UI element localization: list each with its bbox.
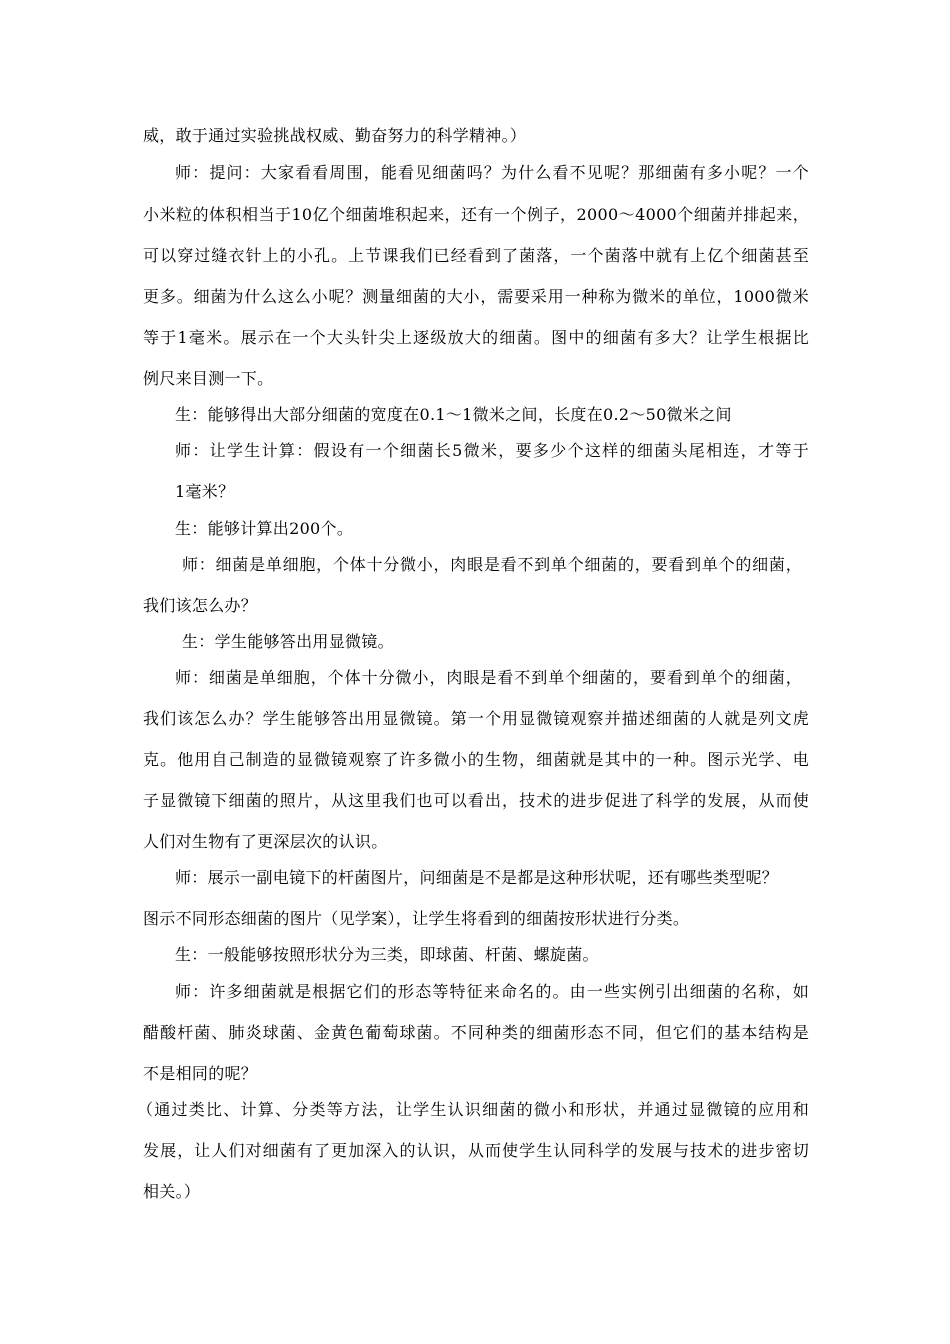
text-line: 人们对生物有了更深层次的认识。 <box>143 832 388 851</box>
text-line: 生：一般能够按照形状分为三类，即球菌、杆菌、螺旋菌。 <box>175 945 599 964</box>
text-line: 1毫米？ <box>175 482 235 501</box>
text-line: 生：能够得出大部分细菌的宽度在0.1～1微米之间，长度在0.2～50微米之间 <box>175 405 732 424</box>
text-line: 我们该怎么办？学生能够答出用显微镜。第一个用显微镜观察并描述细菌的人就是列文虎 <box>143 709 809 728</box>
text-line: 师：许多细菌就是根据它们的形态等特征来命名的。由一些实例引出细菌的名称，如 <box>175 982 809 1001</box>
text-line: 发展，让人们对细菌有了更加深入的认识，从而使学生认同科学的发展与技术的进步密切 <box>143 1141 809 1160</box>
text-line: 生：学生能够答出用显微镜。 <box>182 632 394 651</box>
text-line: 师：展示一副电镜下的杆菌图片，问细菌是不是都是这种形状呢，还有哪些类型呢？ <box>175 868 779 887</box>
text-line: 例尺来目测一下。 <box>143 369 274 388</box>
text-line: 我们该怎么办？ <box>143 596 258 615</box>
text-line: 更多。细菌为什么这么小呢？测量细菌的大小，需要采用一种称为微米的单位，1000微米 <box>143 287 809 306</box>
text-line: 图示不同形态细菌的图片（见学案），让学生将看到的细菌按形状进行分类。 <box>143 909 690 928</box>
text-line: 生：能够计算出200个。 <box>175 519 354 538</box>
text-line: 师：提问：大家看看周围，能看见细菌吗？为什么看不见呢？那细菌有多小呢？一个 <box>175 163 809 182</box>
text-line: 等于1毫米。展示在一个大头针尖上逐级放大的细菌。图中的细菌有多大？让学生根据比 <box>143 328 809 347</box>
text-line: 威，敢于通过实验挑战权威、勤奋努力的科学精神。） <box>143 126 527 145</box>
text-line: 可以穿过缝衣针上的小孔。上节课我们已经看到了菌落，一个菌落中就有上亿个细菌甚至 <box>143 246 809 265</box>
text-line: （通过类比、计算、分类等方法，让学生认识细菌的微小和形状，并通过显微镜的应用和 <box>137 1100 809 1119</box>
text-line: 相关。） <box>143 1182 201 1201</box>
text-line: 子显微镜下细菌的照片，从这里我们也可以看出，技术的进步促进了科学的发展，从而使 <box>143 791 809 810</box>
text-line: 醋酸杆菌、肺炎球菌、金黄色葡萄球菌。不同种类的细菌形态不同，但它们的基本结构是 <box>143 1023 809 1042</box>
text-line: 不是相同的呢？ <box>143 1064 258 1083</box>
text-line: 师：让学生计算：假设有一个细菌长5微米，要多少个这样的细菌头尾相连，才等于 <box>175 441 809 460</box>
text-line: 师：细菌是单细胞，个体十分微小，肉眼是看不到单个细菌的，要看到单个的细菌， <box>182 555 802 574</box>
text-line: 克。他用自己制造的显微镜观察了许多微小的生物，细菌就是其中的一种。图示光学、电 <box>143 750 809 769</box>
text-line: 师：细菌是单细胞，个体十分微小，肉眼是看不到单个细菌的，要看到单个的细菌， <box>175 668 802 687</box>
text-line: 小米粒的体积相当于10亿个细菌堆积起来，还有一个例子，2000～4000个细菌并排起来， <box>143 205 809 224</box>
